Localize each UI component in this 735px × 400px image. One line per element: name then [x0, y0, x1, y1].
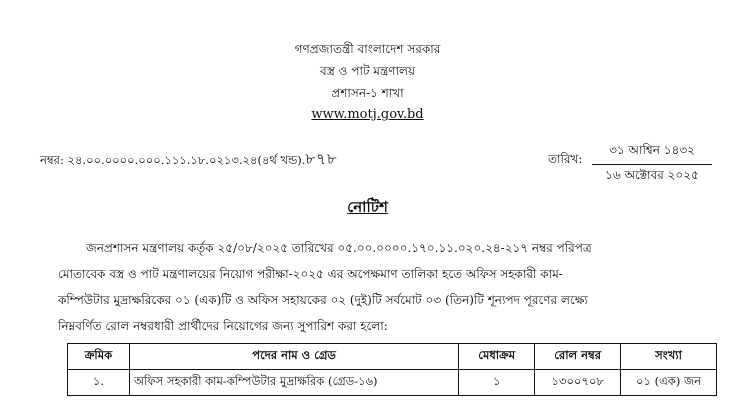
notice-title — [0, 196, 735, 221]
table-row — [68, 370, 717, 396]
govt-name: গণপ্রজাতন্ত্রী বাংলাদেশ সরকার — [294, 42, 441, 56]
cell-merit: ১ — [459, 370, 535, 396]
header-roll: রোল নম্বর — [535, 344, 621, 370]
header-count: সংখ্যা — [621, 344, 717, 370]
cell-count: ০১ (এক) জন — [621, 370, 717, 396]
date-english: ১৬ অক্টোবর ২০২৫ — [605, 168, 699, 182]
body-line-3: কম্পিউটার মুদ্রাক্ষরিকের ০১ (এক)টি ও অফিস সহায়কের ০২ (দুই)টি সর্বমোট ০৩ (তিন)টি শূন্যপদ পূরণের লক্ষ্যে — [58, 293, 588, 307]
table-header-row — [68, 344, 717, 370]
header-merit: মেধাক্রম — [459, 344, 535, 370]
body-line-1: জনপ্রশাসন মন্ত্রণালয় কর্তৃক ২৫/০৮/২০২৫ তারিখের ০৫.০০.০০০০.১৭০.১১.০২০.২৪-২১৭ নম্বর পরিপত্র — [86, 241, 592, 255]
website-link[interactable]: www.motj.gov.bd — [311, 107, 424, 122]
header-post-grade: পদের নাম ও গ্রেড — [129, 344, 458, 370]
cell-roll: ১৩০০৭০৮ — [535, 370, 621, 396]
branch-name: প্রশাসন-১ শাখা — [331, 86, 404, 100]
memo-number — [40, 148, 338, 173]
header-serial: ক্রমিক — [68, 344, 130, 370]
body-line-4: নিম্নবর্ণিত রোল নম্বরধারী প্রার্থীদের নিয়োগের জন্য সুপারিশ করা হলো: — [58, 319, 388, 333]
handwritten-number: ৮৭৮ — [305, 150, 338, 168]
body-line-2: মোতাবেক বস্ত্র ও পাট মন্ত্রণালয়ের নিয়োগ পরীক্ষা-২০২৫ এর অপেক্ষমাণ তালিকা হতে অফিস সহকারী কাম- — [58, 267, 563, 281]
cell-serial: ১. — [68, 370, 130, 396]
date-bangla: ৩১ আশ্বিন ১৪৩২ — [592, 142, 712, 165]
memo-label: নম্বর: ২৪.০০.০০০০.০০০.১১১.১৮.০২১৩.২৪(৪র্থ খন্ড). — [40, 153, 306, 167]
date-block — [592, 142, 712, 187]
ministry-name: বস্ত্র ও পাট মন্ত্রণালয় — [319, 64, 416, 78]
recommendation-table — [67, 343, 717, 396]
date-label: তারিখ: — [548, 152, 583, 166]
notice-title-text: নোটিশ — [347, 198, 388, 216]
cell-post-grade: অফিস সহকারী কাম-কম্পিউটার মুদ্রাক্ষরিক (গ্রেড-১৬) — [129, 370, 458, 396]
